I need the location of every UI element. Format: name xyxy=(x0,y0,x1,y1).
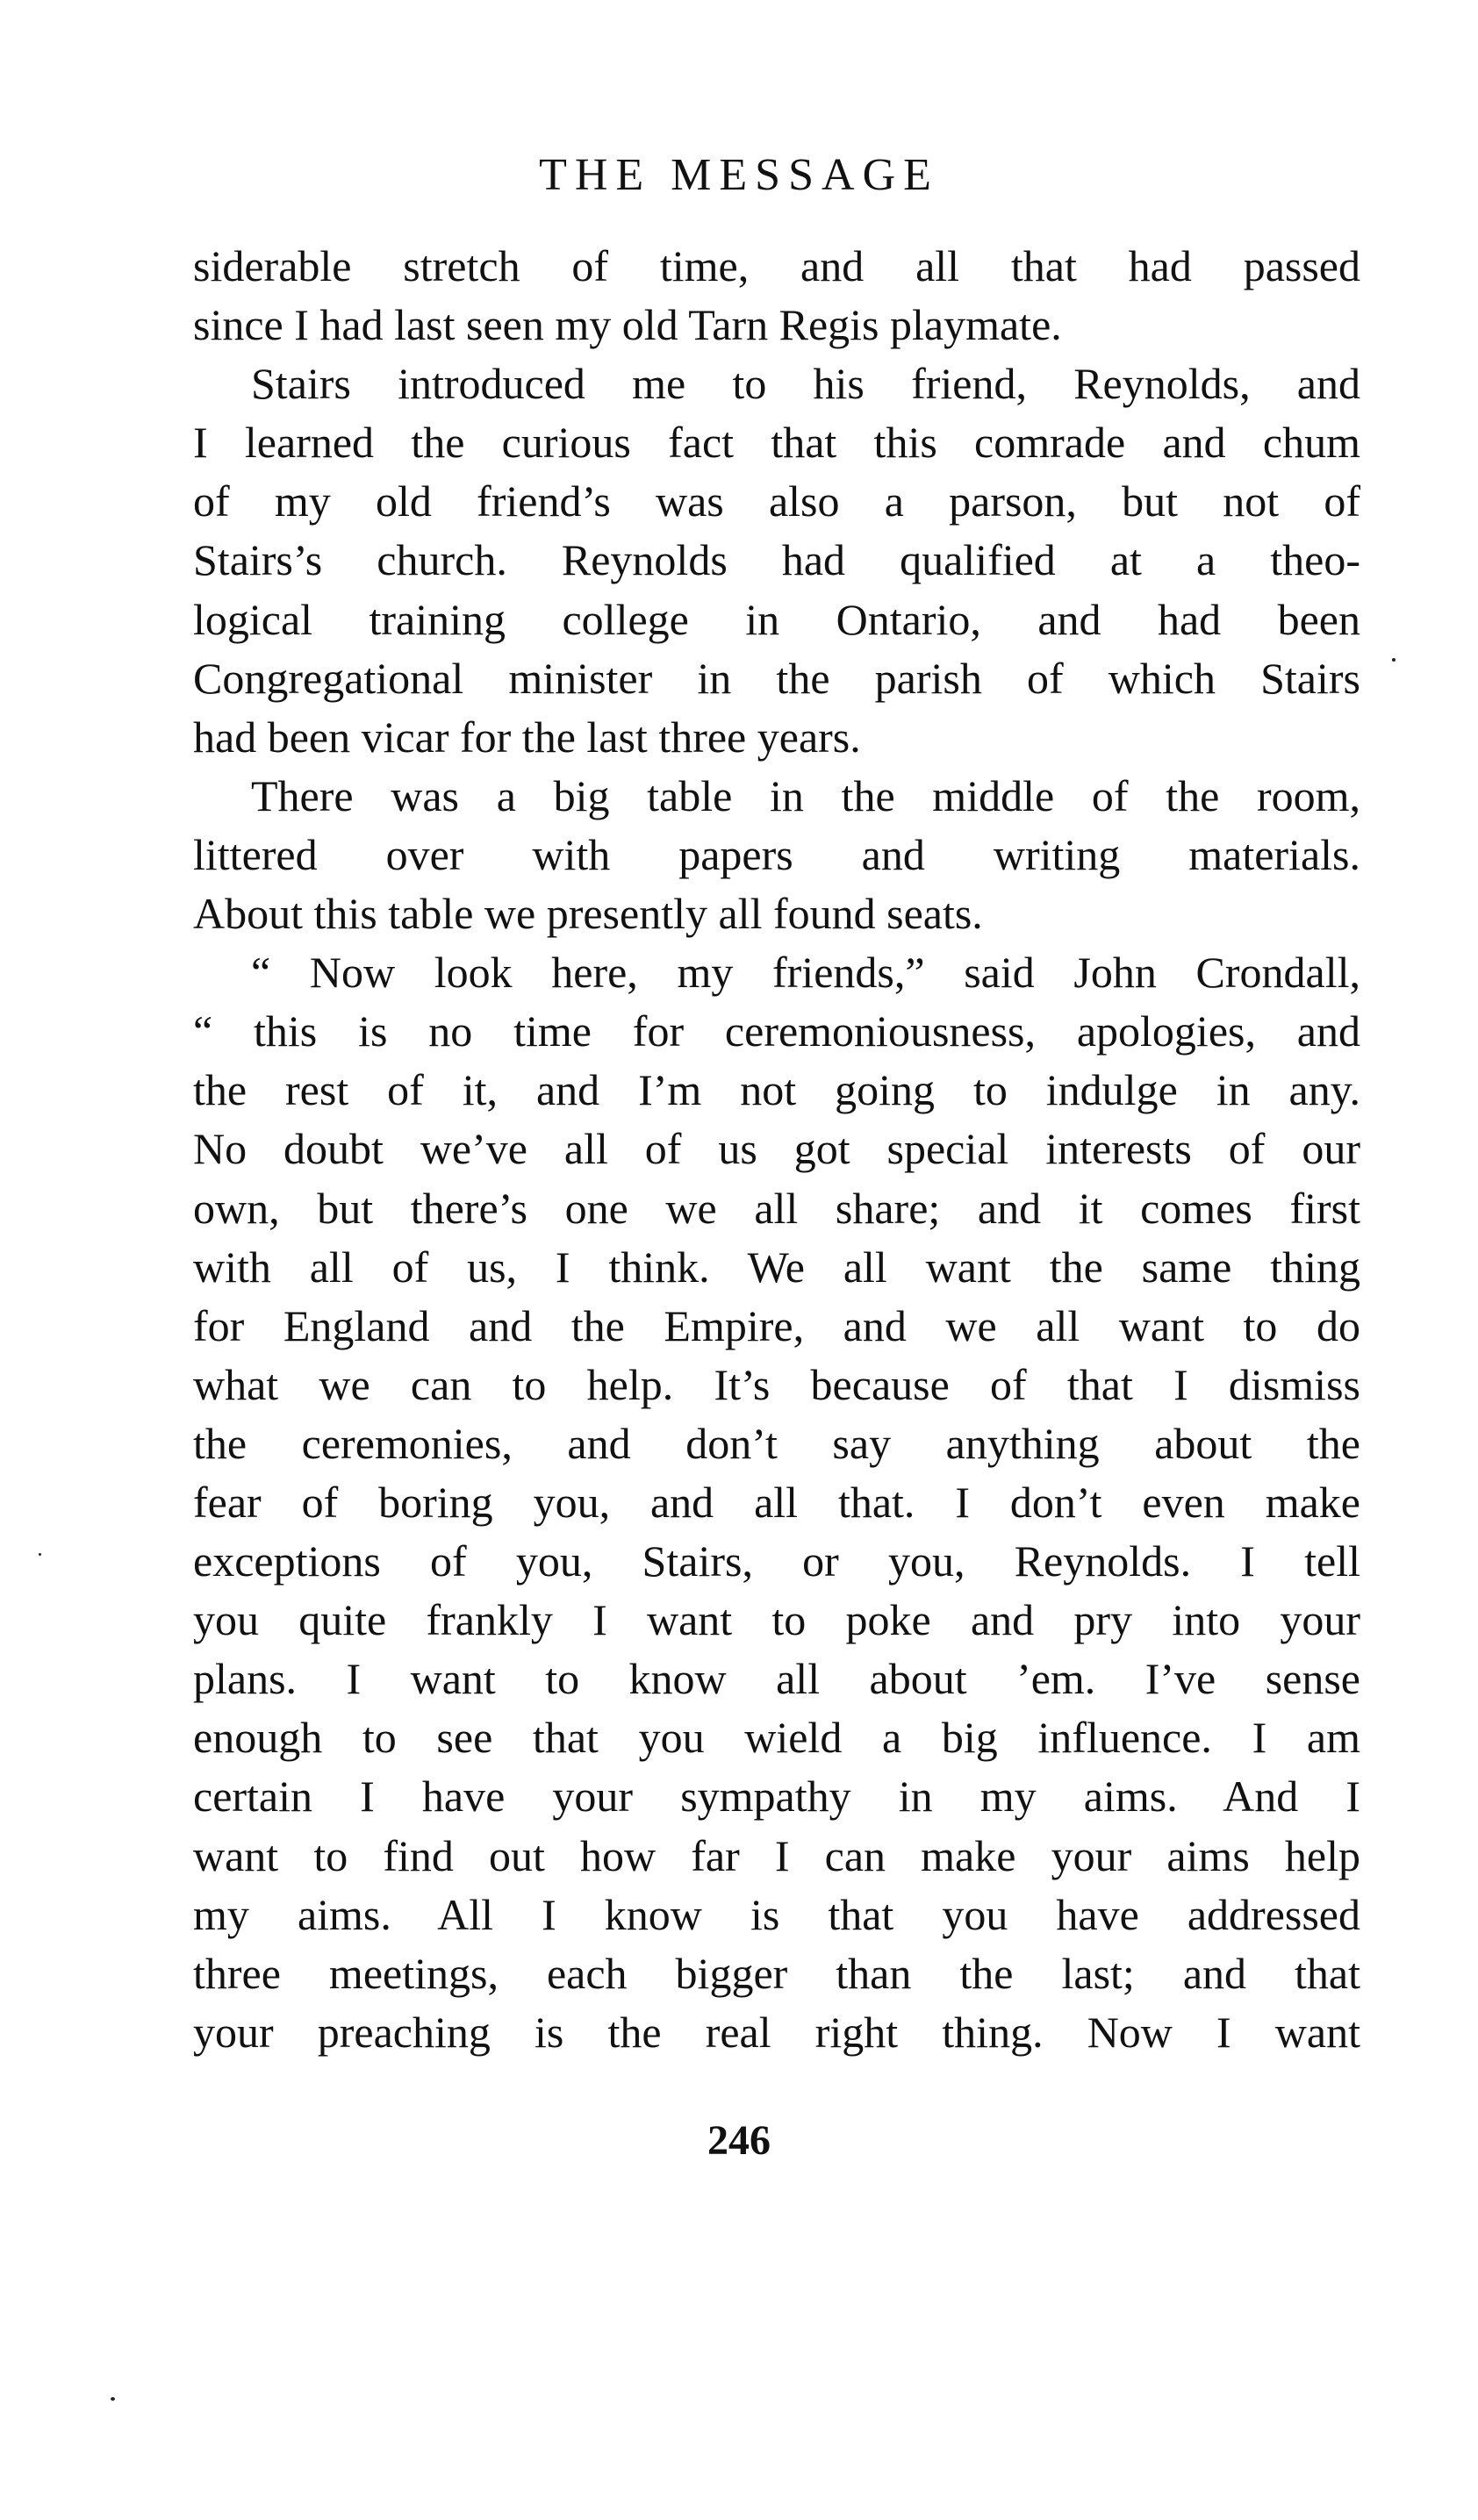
text-line: There was a big table in the middle of the room, xyxy=(251,770,1360,820)
text-line: “ Now look here, my friends,” said John Crondall, xyxy=(251,948,1360,998)
text-line: About this table we presently all found seats. xyxy=(193,889,983,939)
text-line: what we can to help. It’s because of that I dismiss xyxy=(193,1359,1360,1409)
scan-speck xyxy=(39,1553,41,1556)
text-line: fear of boring you, and all that. I don’t even make xyxy=(193,1477,1360,1527)
text-line: three meetings, each bigger than the last; and that xyxy=(193,1948,1360,1998)
text-line: No doubt we’ve all of us got special interests of our xyxy=(193,1124,1360,1174)
text-line: plans. I want to know all about ’em. I’ve sense xyxy=(193,1654,1360,1704)
text-line: enough to see that you wield a big influence. I am xyxy=(193,1713,1360,1763)
text-line: with all of us, I think. We all want the same thing xyxy=(193,1242,1360,1292)
text-line: you quite frankly I want to poke and pry into your xyxy=(193,1595,1360,1645)
text-line: Stairs’s church. Reynolds had qualified at a theo- xyxy=(193,535,1360,585)
paragraph xyxy=(193,767,1360,943)
body-text xyxy=(193,237,1360,2062)
scan-speck xyxy=(111,2397,115,2401)
page-number: 246 xyxy=(707,2117,771,2164)
paragraph xyxy=(193,943,1360,2062)
text-line: I learned the curious fact that this comrade and chum xyxy=(193,418,1360,468)
paragraph xyxy=(193,237,1360,354)
text-line: Stairs introduced me to his friend, Reynolds, and xyxy=(251,359,1360,409)
text-line: my aims. All I know is that you have addressed xyxy=(193,1889,1360,1939)
text-line: certain I have your sympathy in my aims. And I xyxy=(193,1772,1360,1822)
text-line: siderable stretch of time, and all that had passed xyxy=(193,241,1360,290)
text-line: for England and the Empire, and we all want to do xyxy=(193,1300,1360,1350)
text-line: the ceremonies, and don’t say anything about the xyxy=(193,1418,1360,1468)
text-line: had been vicar for the last three years. xyxy=(193,712,861,762)
text-line: since I had last seen my old Tarn Regis playmate. xyxy=(193,300,1062,350)
text-line: exceptions of you, Stairs, or you, Reynolds. I tell xyxy=(193,1536,1360,1586)
text-line: want to find out how far I can make your aims help xyxy=(193,1830,1360,1880)
running-head: THE MESSAGE xyxy=(539,150,939,200)
scan-speck xyxy=(1392,658,1395,662)
text-line: Congregational minister in the parish of which Stairs xyxy=(193,653,1360,703)
text-line: your preaching is the real right thing. Now I want xyxy=(193,2007,1360,2057)
text-line: own, but there’s one we all share; and it comes first xyxy=(193,1183,1360,1233)
text-line: logical training college in Ontario, and had been xyxy=(193,594,1360,644)
text-line: littered over with papers and writing materials. xyxy=(193,829,1360,879)
text-line: of my old friend’s was also a parson, but not of xyxy=(193,476,1360,526)
paragraph xyxy=(193,354,1360,767)
text-line: the rest of it, and I’m not going to indulge in any. xyxy=(193,1065,1360,1115)
text-line: “ this is no time for ceremoniousness, apologies, and xyxy=(193,1006,1360,1056)
